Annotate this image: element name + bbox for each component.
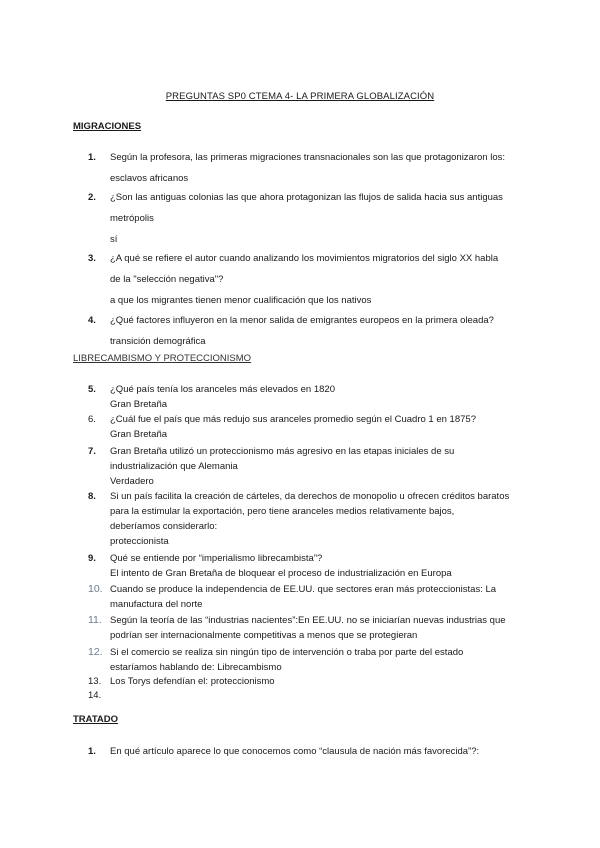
question-text: Según la teoría de las “industrias nacientes”:En EE.UU. no se iniciarían nuevas industrias que <box>110 615 506 626</box>
question-4 <box>88 313 528 349</box>
question-text: Si el comercio se realiza sin ningún tipo de intervención o traba por parte del estado <box>110 647 464 658</box>
question-text: ¿Son las antiguas colonias las que ahora protagonizan las flujos de salida hacia sus antiguas <box>110 192 503 203</box>
section-heading-librecambismo: LIBRECAMBISMO Y PROTECCIONISMO <box>73 353 252 364</box>
question-11 <box>88 613 528 643</box>
question-number: 6. <box>88 414 96 425</box>
question-number: 12. <box>88 646 103 658</box>
question-number: 3. <box>88 253 96 264</box>
answer-text: El intento de Gran Bretaña de bloquear el proceso de industrialización en Europa <box>110 568 452 579</box>
question-1 <box>88 150 528 186</box>
question-7 <box>88 444 528 489</box>
answer-text: manufactura del norte <box>110 599 203 610</box>
question-5 <box>88 382 528 412</box>
question-text: Según la profesora, las primeras migraciones transnacionales son las que protagonizaron los: <box>110 152 505 163</box>
question-8 <box>88 489 528 549</box>
answer-text: Verdadero <box>110 476 154 487</box>
question-number: 8. <box>88 491 96 502</box>
question-text: ¿Qué factores influyeron en la menor salida de emigrantes europeos en la primera oleada? <box>110 315 494 326</box>
answer-text: a que los migrantes tienen menor cualificación que los nativos <box>110 295 372 306</box>
answer-text: esclavos africanos <box>110 173 189 184</box>
question-text: Qué se entiende por “imperialismo librecambista”? <box>110 553 323 564</box>
question-text-cont: para la estimular la exportación, pero tiene aranceles medios relativamente bajos, <box>110 506 455 517</box>
question-number: 4. <box>88 315 96 326</box>
answer-text: podrían ser internacionalmente competitivas a menos que se protegieran <box>110 630 418 641</box>
question-text: Cuando se produce la independencia de EE.UU. que sectores eran más proteccionistas: La <box>110 584 497 595</box>
answer-text: transición demográfica <box>110 336 206 347</box>
question-3 <box>88 251 528 308</box>
answer-text: Gran Bretaña <box>110 429 168 440</box>
question-13 <box>88 674 528 689</box>
question-text: Los Torys defendían el: proteccionismo <box>110 676 275 687</box>
question-number: 1. <box>88 152 96 163</box>
question-number: 9. <box>88 553 96 564</box>
question-text-cont: deberíamos considerarlo: <box>110 521 218 532</box>
question-6 <box>88 412 528 442</box>
answer-text: Gran Bretaña <box>110 399 168 410</box>
question-text-cont: industrialización que Alemania <box>110 461 238 472</box>
question-text: ¿Cuál fue el país que más redujo sus aranceles promedio según el Cuadro 1 en 1875? <box>110 414 476 425</box>
question-number: 5. <box>88 384 96 395</box>
question-number: 14. <box>88 690 102 701</box>
tratado-question-1 <box>88 744 528 759</box>
answer-text: sí <box>110 234 118 245</box>
question-text: En qué artículo aparece lo que conocemos como “clausula de nación más favorecida”?: <box>110 746 480 757</box>
question-text: ¿A qué se refiere el autor cuando analizando los movimientos migratorios del siglo XX habla <box>110 253 499 264</box>
question-text: ¿Qué país tenía los aranceles más elevados en 1820 <box>110 384 335 395</box>
question-number: 1. <box>88 746 96 757</box>
page-title: PREGUNTAS SP0 CTEMA 4- LA PRIMERA GLOBALIZACIÓN <box>165 91 435 102</box>
question-number: 13. <box>88 676 102 687</box>
question-number: 7. <box>88 446 96 457</box>
question-12 <box>88 645 528 675</box>
answer-text: proteccionista <box>110 536 169 547</box>
question-number: 2. <box>88 192 96 203</box>
question-9 <box>88 551 528 581</box>
section-heading-tratado: TRATADO <box>73 714 119 725</box>
question-text-cont: metrópolis <box>110 213 154 224</box>
section-heading-migraciones: MIGRACIONES <box>73 121 142 132</box>
question-text: Si un país facilita la creación de cárteles, da derechos de monopolio u ofrecen créditos baratos <box>110 491 510 502</box>
answer-text: estaríamos hablando de: Librecambismo <box>110 662 282 673</box>
question-number: 11. <box>88 614 102 626</box>
question-text-cont: de la "selección negativa"? <box>110 274 224 285</box>
question-10 <box>88 582 528 612</box>
question-text: Gran Bretaña utilizó un proteccionismo más agresivo en las etapas iniciales de su <box>110 446 455 457</box>
question-number: 10. <box>88 583 103 595</box>
question-2 <box>88 190 528 247</box>
